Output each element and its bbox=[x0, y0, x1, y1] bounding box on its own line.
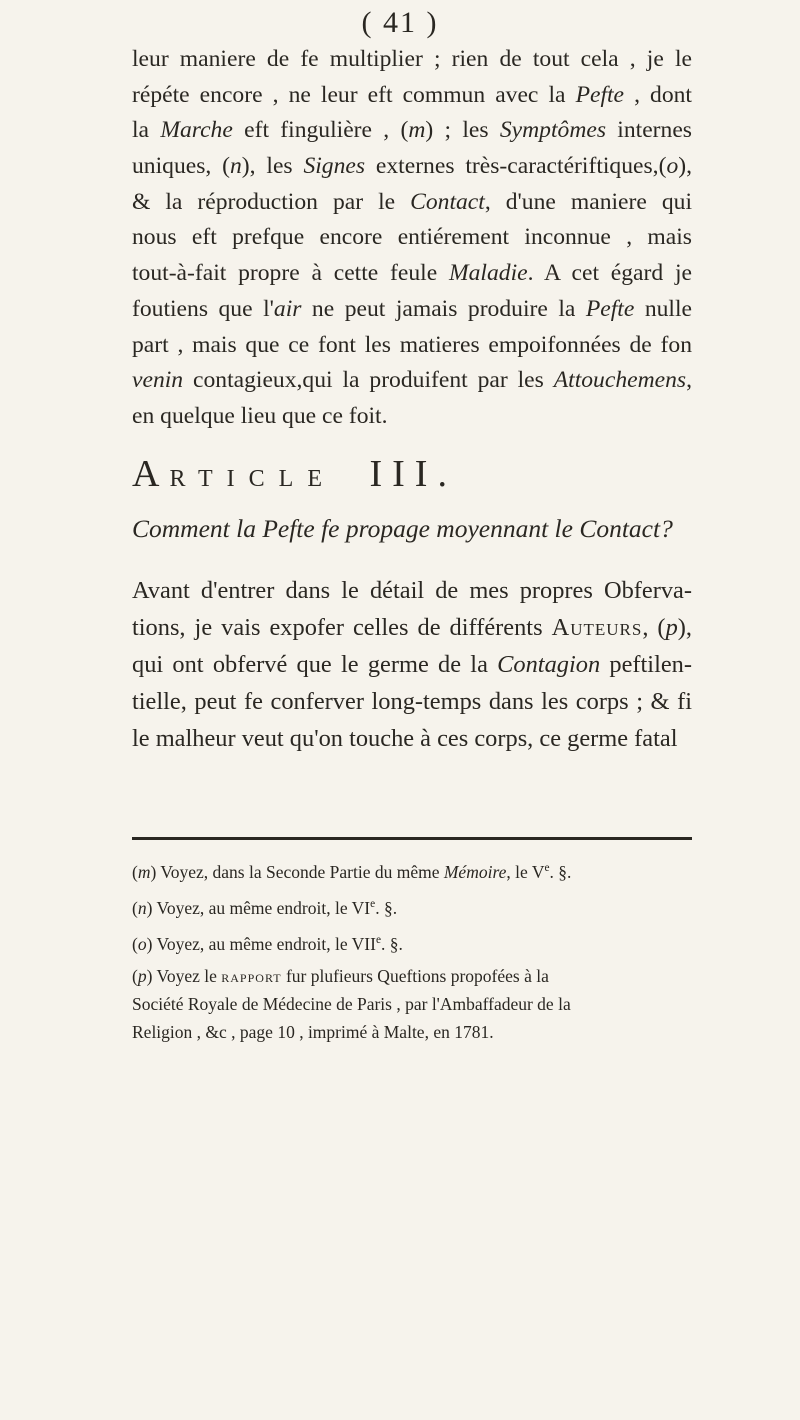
text-line: la Marche eft fingulière , (m) ; les Symptômes internes bbox=[132, 117, 692, 144]
article-heading bbox=[132, 452, 692, 496]
text-line: foutiens que l'air ne peut jamais produire la Pefte nulle bbox=[132, 295, 693, 322]
page-number: ( 41 ) bbox=[361, 6, 439, 39]
article-word: ARTICLE bbox=[132, 453, 336, 495]
paragraph-1 bbox=[132, 42, 692, 435]
footnote-line: (o) Voyez, au même endroit, le VIIe. §. bbox=[132, 933, 403, 954]
footnote-line: Religion , &c , page 10 , imprimé à Malte, en 1781. bbox=[132, 1022, 494, 1042]
footnote-line: (p) Voyez le rapport fur plufieurs Queftions propofées à la bbox=[132, 966, 549, 986]
text-line: en quelque lieu que ce foit. bbox=[132, 402, 388, 429]
text-line: leur maniere de fe multiplier ; rien de tout cela , je le bbox=[132, 46, 692, 72]
text-line: part , mais que ce font les matieres empoifonnées de fon bbox=[132, 331, 692, 358]
paragraph-2 bbox=[132, 572, 692, 757]
text-line: qui ont obfervé que le germe de la Contagion peftilen- bbox=[132, 651, 692, 678]
footnote-line: (m) Voyez, dans la Seconde Partie du même Mémoire, le Ve. §. bbox=[132, 861, 572, 882]
section-subtitle: Comment la Pefte fe propage moyennant le Contact? bbox=[132, 514, 673, 543]
text-line: tout-à-fait propre à cette feule Maladie. A cet égard je bbox=[132, 260, 692, 287]
text-line: le malheur veut qu'on touche à ces corps, ce germe fatal bbox=[132, 725, 678, 752]
footnotes bbox=[132, 852, 692, 1046]
text-line: & la réproduction par le Contact, d'une maniere qui bbox=[132, 188, 692, 215]
article-number: III. bbox=[369, 453, 457, 495]
text-line: venin contagieux,qui la produifent par les Attouchemens, bbox=[132, 367, 692, 394]
footnote-line: (n) Voyez, au même endroit, le VIe. §. bbox=[132, 897, 398, 918]
text-line: tions, je vais expofer celles de différents Auteurs, (p), bbox=[132, 614, 692, 641]
text-line: tielle, peut fe conferver long-temps dans les corps ; & fi bbox=[132, 688, 692, 715]
text-line: répéte encore , ne leur eft commun avec la Pefte , dont bbox=[132, 81, 692, 108]
text-line: nous eft prefque encore entiérement inconnue , mais bbox=[132, 224, 692, 251]
text-line: uniques, (n), les Signes externes très-caractériftiques,(o), bbox=[132, 153, 692, 180]
text-line: Avant d'entrer dans le détail de mes propres Obferva- bbox=[132, 577, 692, 604]
footnote-rule bbox=[132, 837, 692, 840]
footnote-line: Société Royale de Médecine de Paris , par l'Ambaffadeur de la bbox=[132, 994, 571, 1014]
